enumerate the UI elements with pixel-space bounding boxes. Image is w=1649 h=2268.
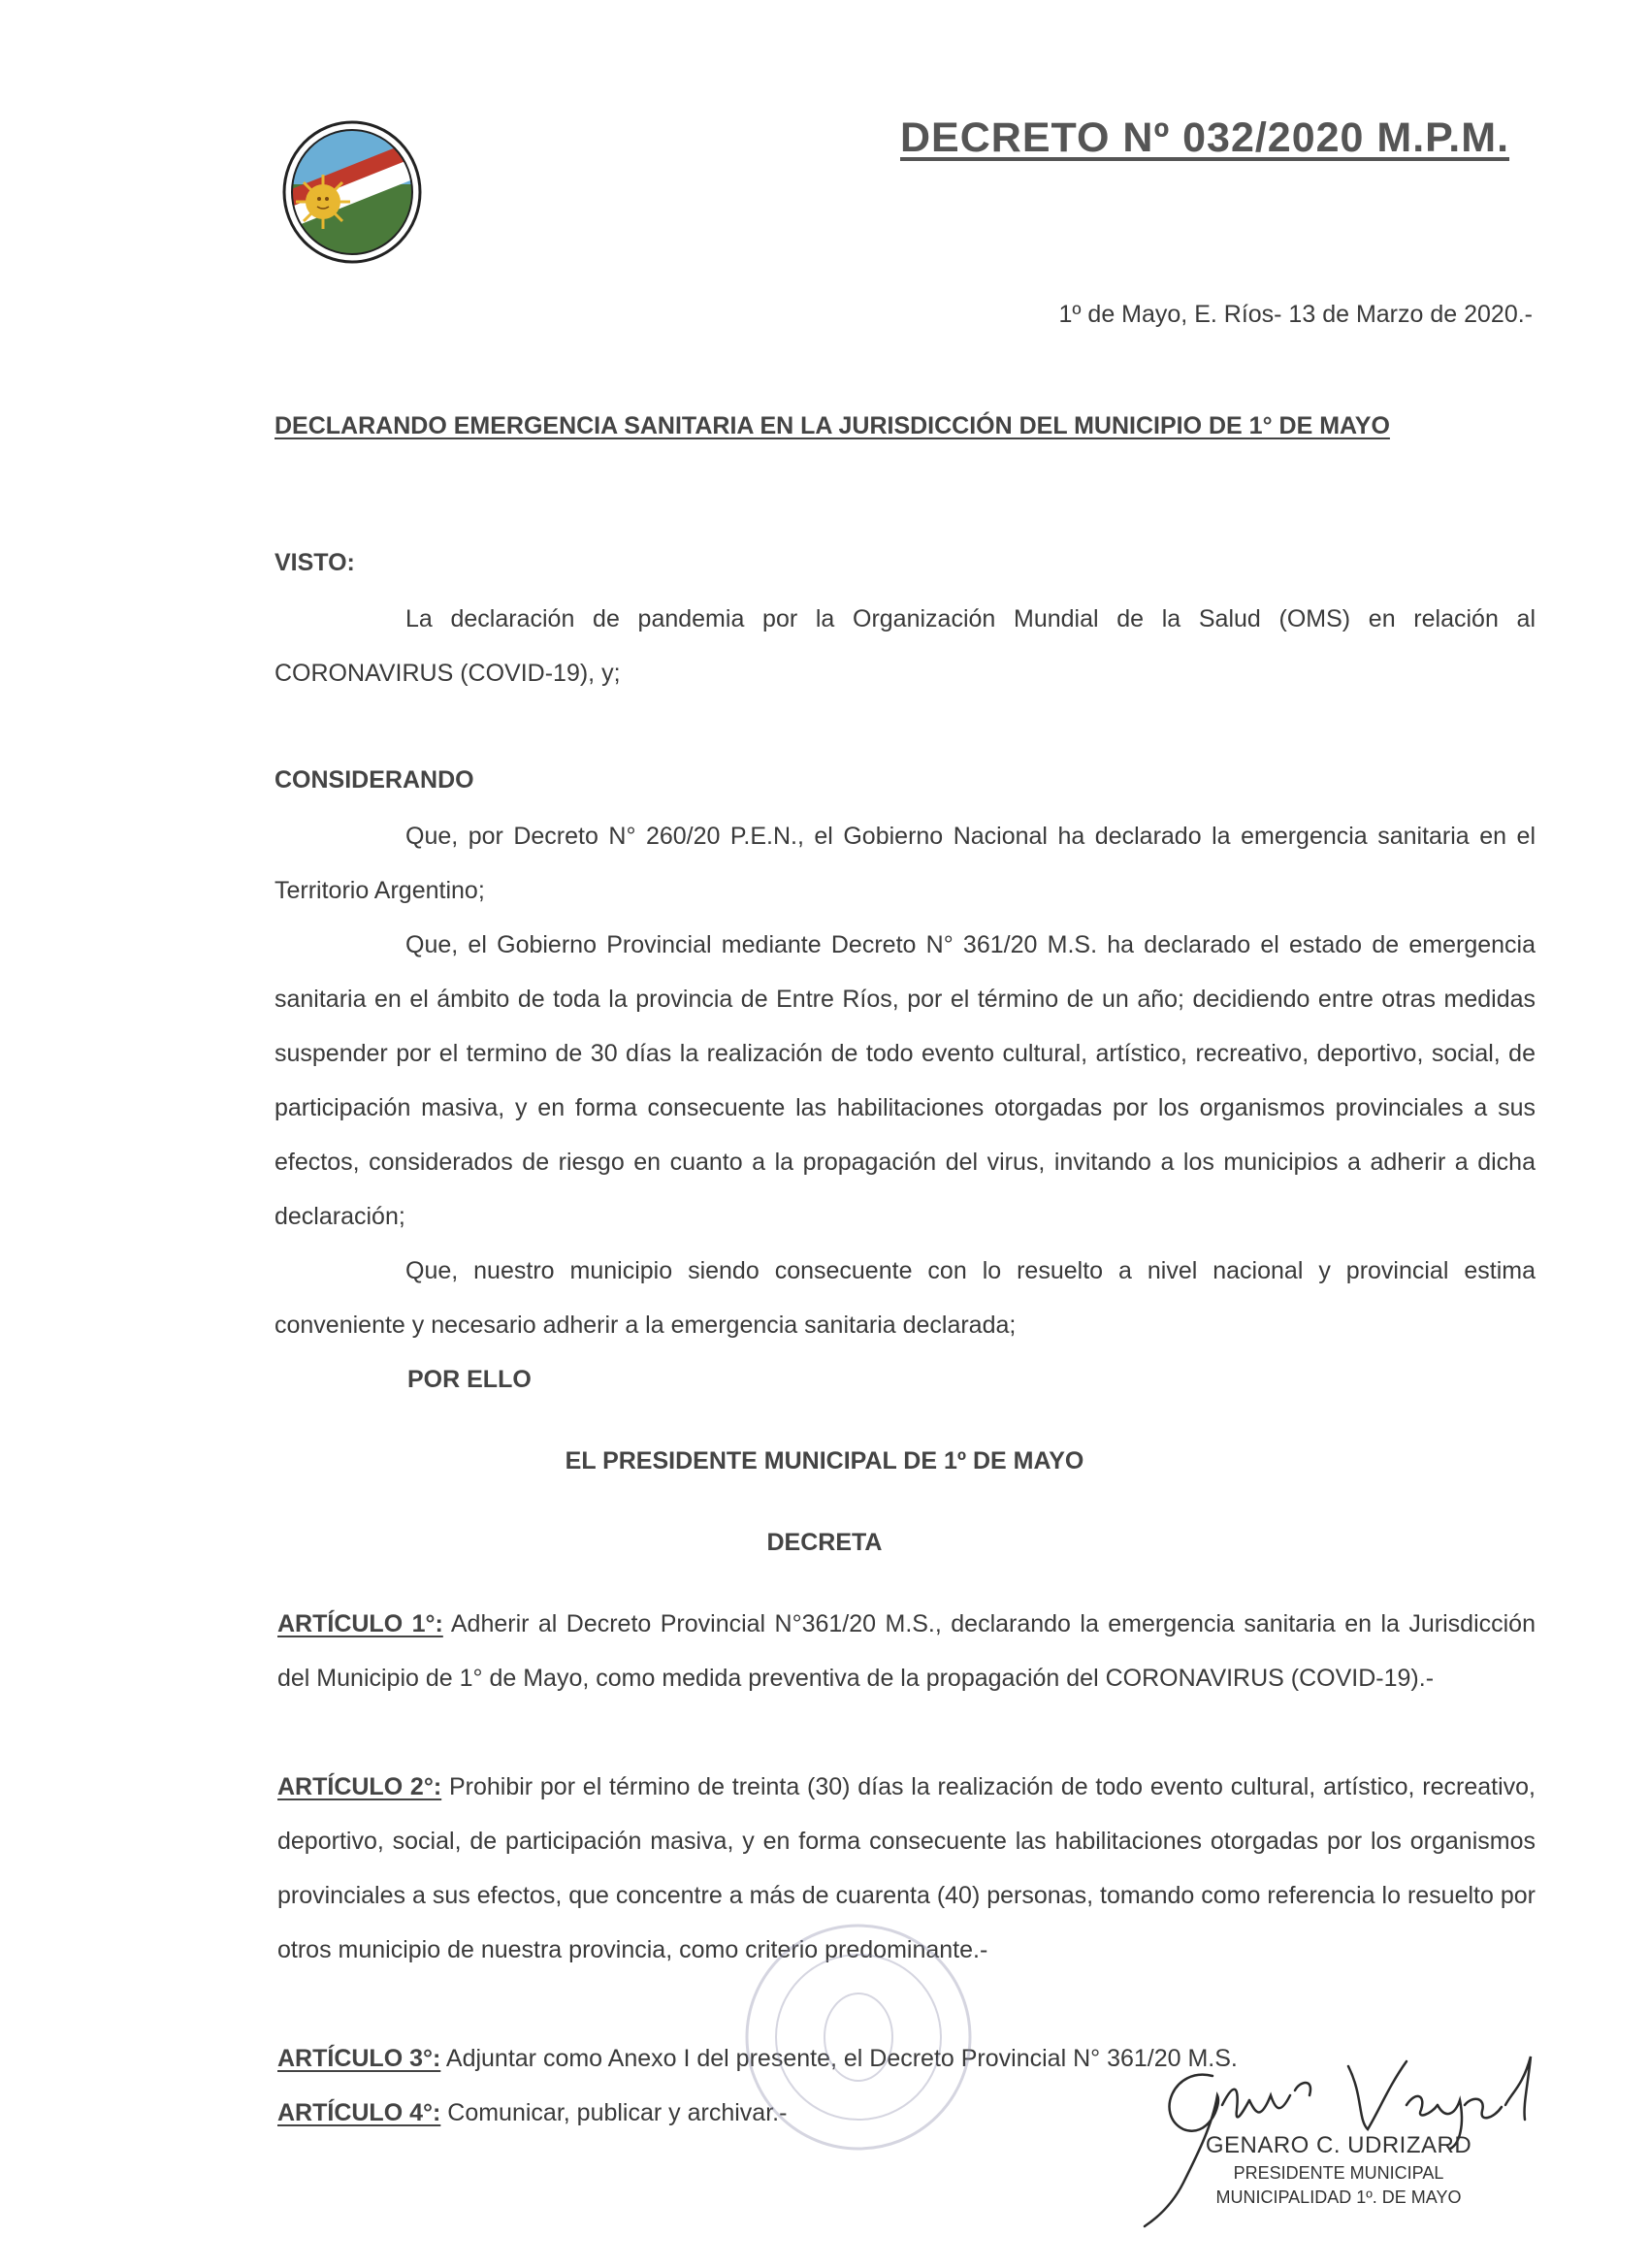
municipal-seal-logo <box>279 116 425 267</box>
signatory-name: GENARO C. UDRIZARD <box>1205 2132 1472 2158</box>
considerando-paragraph-1: Que, por Decreto N° 260/20 P.E.N., el Gobierno Nacional ha declarado la emergencia sanitaria en el Territorio Argentino; <box>275 823 1536 904</box>
article-4-text: Comunicar, publicar y archivar.- <box>440 2099 788 2126</box>
por-ello-heading: POR ELLO <box>407 1366 532 1393</box>
signature-block <box>1203 2132 1474 2208</box>
authority-heading: EL PRESIDENTE MUNICIPAL DE 1º DE MAYO <box>565 1447 1084 1474</box>
article-1 <box>277 1597 1536 1705</box>
considerando-paragraph-3: Que, nuestro municipio siendo consecuente con lo resuelto a nivel nacional y provincial estima conveniente y necesario adherir a la emergencia sanitaria declarada; <box>275 1257 1536 1339</box>
signatory-municipality: MUNICIPALIDAD 1º. DE MAYO <box>1215 2187 1462 2207</box>
article-1-text: Adherir al Decreto Provincial N°361/20 M.S., declarando la emergencia sanitaria en la Jurisdicción del Municipio de 1° de Mayo, como medida preventiva de la propagación del CORONAVIRUS (COVID-19).- <box>277 1610 1536 1692</box>
decree-subject: DECLARANDO EMERGENCIA SANITARIA EN LA JURISDICCIÓN DEL MUNICIPIO DE 1° DE MAYO <box>275 412 1390 439</box>
considerando-paragraph-2: Que, el Gobierno Provincial mediante Decreto N° 361/20 M.S. ha declarado el estado de emergencia sanitaria en el ámbito de toda la provincia de Entre Ríos, por el término de un año; decidiendo entre otras medidas suspender por el termino de 30 días la realización de todo evento cultural, artístico, recreativo, deportivo, social, de participación masiva, y en forma consecuente las habilitaciones otorgadas por los organismos provinciales a sus efectos, considerados de riesgo en cuanto a la propagación del virus, invitando a los municipios a adherir a dicha declaración; <box>275 931 1536 1230</box>
official-stamp <box>737 1916 980 2158</box>
decree-number-title: DECRETO Nº 032/2020 M.P.M. <box>900 114 1510 161</box>
article-1-label: ARTÍCULO 1°: <box>277 1610 443 1637</box>
article-3-text: Adjuntar como Anexo I del presente, el Decreto Provincial N° 361/20 M.S. <box>440 2045 1238 2072</box>
visto-paragraph: La declaración de pandemia por la Organización Mundial de la Salud (OMS) en relación al CORONAVIRUS (COVID-19), y; <box>275 605 1536 687</box>
visto-heading: VISTO: <box>275 549 355 576</box>
considerando-heading: CONSIDERANDO <box>275 766 474 794</box>
article-2-label: ARTÍCULO 2°: <box>277 1773 442 1800</box>
signatory-role: PRESIDENTE MUNICIPAL <box>1233 2163 1444 2183</box>
article-3-label: ARTÍCULO 3°: <box>277 2045 441 2072</box>
place-and-date: 1º de Mayo, E. Ríos- 13 de Marzo de 2020.- <box>1058 301 1533 328</box>
decreta-heading: DECRETA <box>766 1529 883 1556</box>
article-2-text: Prohibir por el término de treinta (30) días la realización de todo evento cultural, artístico, recreativo, deportivo, social, de participación masiva, y en forma consecuente las habilitaciones otorgadas por los organismos provinciales a sus efectos, que concentre a más de cuarenta (40) personas, tomando como referencia lo resuelto por otros municipio de nuestra provincia, como criterio predominante.- <box>277 1773 1536 1963</box>
article-4-label: ARTÍCULO 4°: <box>277 2099 441 2126</box>
